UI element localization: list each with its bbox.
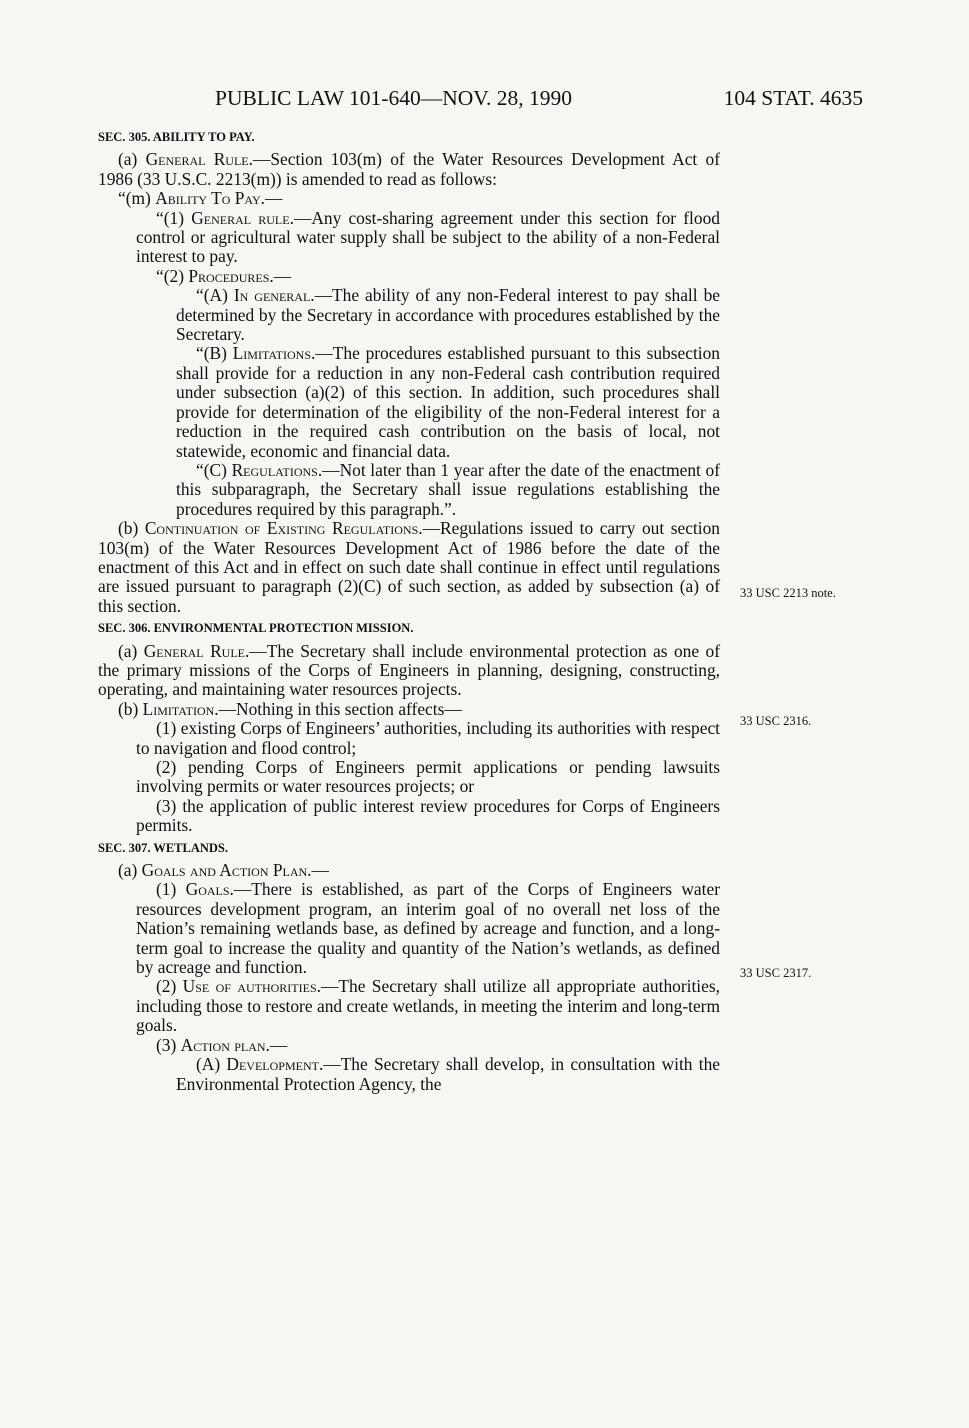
sec-307-subsection-a: (a) Goals and Action Plan.— bbox=[118, 860, 329, 881]
sec-306-item-3: (3) the application of public interest review procedures for Corps of Engineers permits. bbox=[136, 795, 720, 836]
sec-306-heading: SEC. 306. ENVIRONMENTAL PROTECTION MISSION. bbox=[98, 621, 414, 636]
sec-305-subparagraph-A: “(A) In general.—The ability of any non-Federal interest to pay shall be determined by the Secretary in accordance with procedures established by the Secretary. bbox=[176, 285, 720, 345]
body-text bbox=[98, 128, 720, 1094]
sec-305-quoted-m: “(m) Ability To Pay.— bbox=[118, 188, 283, 209]
header-title: PUBLIC LAW 101-640—NOV. 28, 1990 bbox=[215, 86, 573, 110]
sec-306-subsection-b: (b) Limitation.—Nothing in this section affects— bbox=[118, 698, 462, 719]
sec-307-paragraph-1: (1) Goals.—There is established, as part of the Corps of Engineers water resources development program, an interim goal of no overall net loss of the Nation’s remaining wetlands base, as defined by acreage and function, and a long-term goal to increase the quality and quantity of the Nation’s wetlands, as defined by acreage and function. bbox=[136, 879, 720, 978]
margin-note-sec-306: 33 USC 2316. bbox=[740, 714, 812, 728]
sec-305-subparagraph-C: “(C) Regulations.—Not later than 1 year after the date of the enactment of this subparagraph, the Secretary shall issue regulations establishing the procedures required by this paragraph.”. bbox=[176, 459, 720, 519]
sec-305-subsection-a: (a) General Rule.—Section 103(m) of the Water Resources Development Act of 1986 (33 U.S.C. 2213(m)) is amended to read as follows: bbox=[98, 149, 720, 189]
sec-306-subsection-a: (a) General Rule.—The Secretary shall include environmental protection as one of the primary missions of the Corps of Engineers in planning, designing, constructing, operating, and maintaining water resources projects. bbox=[98, 640, 721, 700]
margin-note-sec-305: 33 USC 2213 note. bbox=[740, 586, 836, 600]
margin-note-sec-307: 33 USC 2317. bbox=[740, 966, 812, 980]
sec-305-heading: SEC. 305. ABILITY TO PAY. bbox=[98, 130, 255, 144]
page-header bbox=[98, 86, 863, 116]
sec-305-subsection-b: (b) Continuation of Existing Regulations.—Regulations issued to carry out section 103(m) of the Water Resources Development Act of 1986 before the date of the enactment of this Act and in effect on such date shall continue in effect until regulations are issued pursuant to paragraph (2)(C) of such section, as added by subsection (a) of this section. bbox=[98, 518, 720, 616]
sec-307-paragraph-3: (3) Action plan.— bbox=[156, 1034, 288, 1055]
sec-306-item-2: (2) pending Corps of Engineers permit applications or pending lawsuits involving permits or water resources projects; or bbox=[136, 757, 720, 797]
sec-307-paragraph-2: (2) Use of authorities.—The Secretary shall utilize all appropriate authorities, including those to restore and create wetlands, in meeting the interim and long-term goals. bbox=[136, 976, 720, 1036]
sec-305-subparagraph-B: “(B) Limitations.—The procedures established pursuant to this subsection shall provide for a reduction in any non-Federal cash contribution required under subsection (a)(2) of this section. In addition, such procedures shall provide for determination of the eligibility of the non-Federal interest for a reduction in the required cash contribution on the basis of local, not statewide, economic and financial data. bbox=[176, 343, 720, 461]
sec-305-paragraph-2: “(2) Procedures.— bbox=[156, 265, 292, 286]
sec-305-paragraph-1: “(1) General rule.—Any cost-sharing agreement under this section for flood control or agricultural water supply shall be subject to the ability of a non-Federal interest to pay. bbox=[136, 207, 720, 267]
header-stat-page: 104 STAT. 4635 bbox=[723, 86, 863, 110]
sec-307-subparagraph-A: (A) Development.—The Secretary shall develop, in consultation with the Environmental Protection Agency, the bbox=[176, 1054, 720, 1094]
sec-307-heading: SEC. 307. WETLANDS. bbox=[98, 840, 229, 855]
sec-306-item-1: (1) existing Corps of Engineers’ authorities, including its authorities with respect to navigation and flood control; bbox=[136, 718, 720, 758]
